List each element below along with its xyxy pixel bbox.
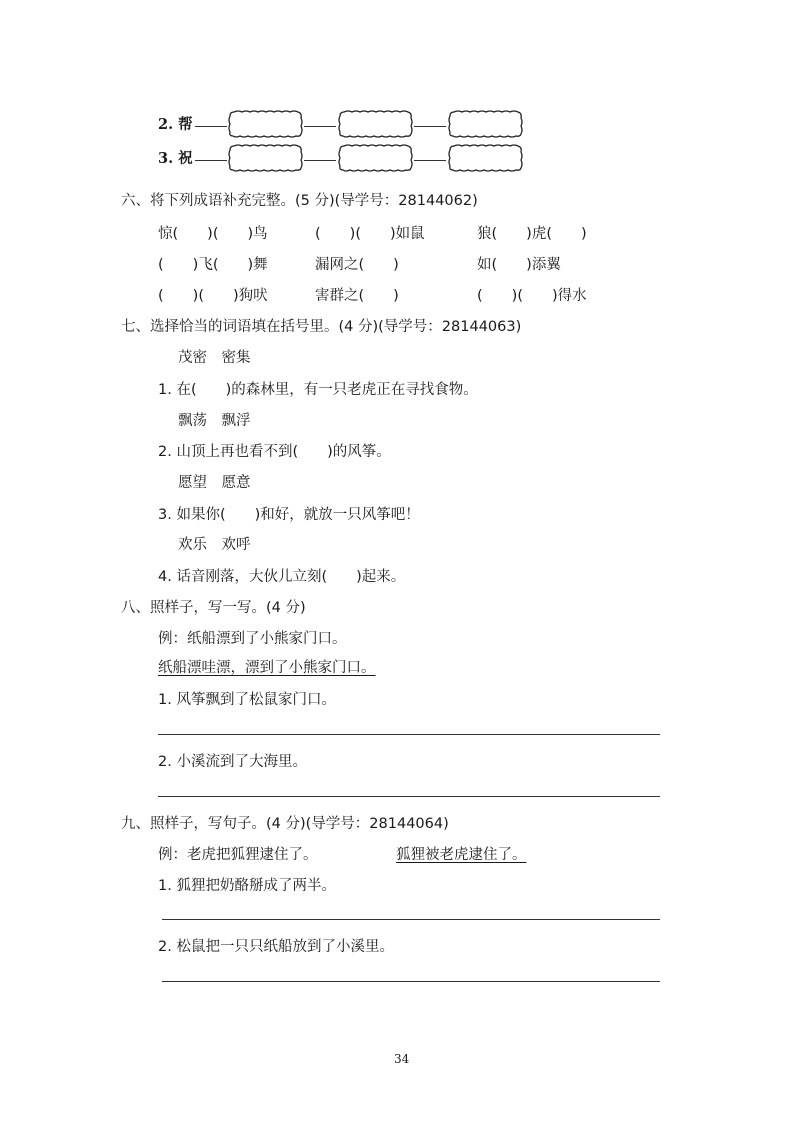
idiom-item[interactable]: 漏网之( ) <box>315 257 399 273</box>
chain-connector <box>414 126 446 127</box>
answer-line[interactable] <box>162 981 660 982</box>
example-answer: 纸船漂哇漂，漂到了小熊家门口。 <box>158 660 376 676</box>
answer-line[interactable] <box>158 734 660 735</box>
chain-connector <box>414 160 446 161</box>
section-6-heading: 六、将下列成语补充完整。(5 分)(导学号：28144062) <box>121 193 478 209</box>
answer-box[interactable] <box>448 144 523 172</box>
rewrite-prompt: 1. 狐狸把奶酪掰成了两半。 <box>158 878 336 894</box>
word-choices: 欢乐 欢呼 <box>178 537 251 553</box>
idiom-item[interactable]: 害群之( ) <box>315 288 399 304</box>
idiom-item[interactable]: 如( )添翼 <box>477 257 561 273</box>
answer-box[interactable] <box>338 144 413 172</box>
example-sentence: 例：纸船漂到了小熊家门口。 <box>158 631 347 647</box>
rewrite-prompt: 2. 松鼠把一只只纸船放到了小溪里。 <box>158 939 394 955</box>
answer-box[interactable] <box>448 110 523 138</box>
example-sentence: 例：老虎把狐狸逮住了。 <box>158 847 318 863</box>
answer-box[interactable] <box>228 110 303 138</box>
section-8-heading: 八、照样子，写一写。(4 分) <box>121 600 306 616</box>
word-choices: 愿望 愿意 <box>178 475 251 491</box>
word-choices: 茂密 密集 <box>178 350 251 366</box>
answer-box[interactable] <box>338 110 413 138</box>
chain-connector <box>304 126 336 127</box>
chain-connector <box>304 160 336 161</box>
idiom-item[interactable]: 惊( )( )鸟 <box>158 226 268 242</box>
idiom-item[interactable]: ( )( )狗吠 <box>158 288 268 304</box>
chain-connector <box>195 126 227 127</box>
rewrite-prompt: 2. 小溪流到了大海里。 <box>158 754 307 770</box>
word-choices: 飘荡 飘浮 <box>178 413 251 429</box>
page-number: 34 <box>394 1052 410 1066</box>
fill-sentence[interactable]: 2. 山顶上再也看不到( )的风筝。 <box>158 444 391 460</box>
fill-sentence[interactable]: 3. 如果你( )和好，就放一只风筝吧！ <box>158 507 420 523</box>
rewrite-prompt: 1. 风筝飘到了松鼠家门口。 <box>158 692 336 708</box>
section-7-heading: 七、选择恰当的词语填在括号里。(4 分)(导学号：28144063) <box>121 319 522 335</box>
answer-box[interactable] <box>228 144 303 172</box>
idiom-item[interactable]: ( )( )得水 <box>477 288 587 304</box>
fill-sentence[interactable]: 1. 在( )的森林里，有一只老虎正在寻找食物。 <box>158 382 478 398</box>
idiom-item[interactable]: 狼( )虎( ) <box>477 226 587 242</box>
answer-line[interactable] <box>162 919 660 920</box>
idiom-item[interactable]: ( )( )如鼠 <box>315 226 425 242</box>
chain-row-3-label: 3. 祝 <box>158 150 193 167</box>
chain-row-2-label: 2. 帮 <box>158 116 193 133</box>
example-answer: 狐狸被老虎逮住了。 <box>396 847 527 863</box>
chain-connector <box>195 160 227 161</box>
idiom-item[interactable]: ( )飞( )舞 <box>158 257 268 273</box>
fill-sentence[interactable]: 4. 话音刚落，大伙儿立刻( )起来。 <box>158 569 406 585</box>
section-9-heading: 九、照样子，写句子。(4 分)(导学号：28144064) <box>121 816 449 832</box>
answer-line[interactable] <box>158 796 660 797</box>
